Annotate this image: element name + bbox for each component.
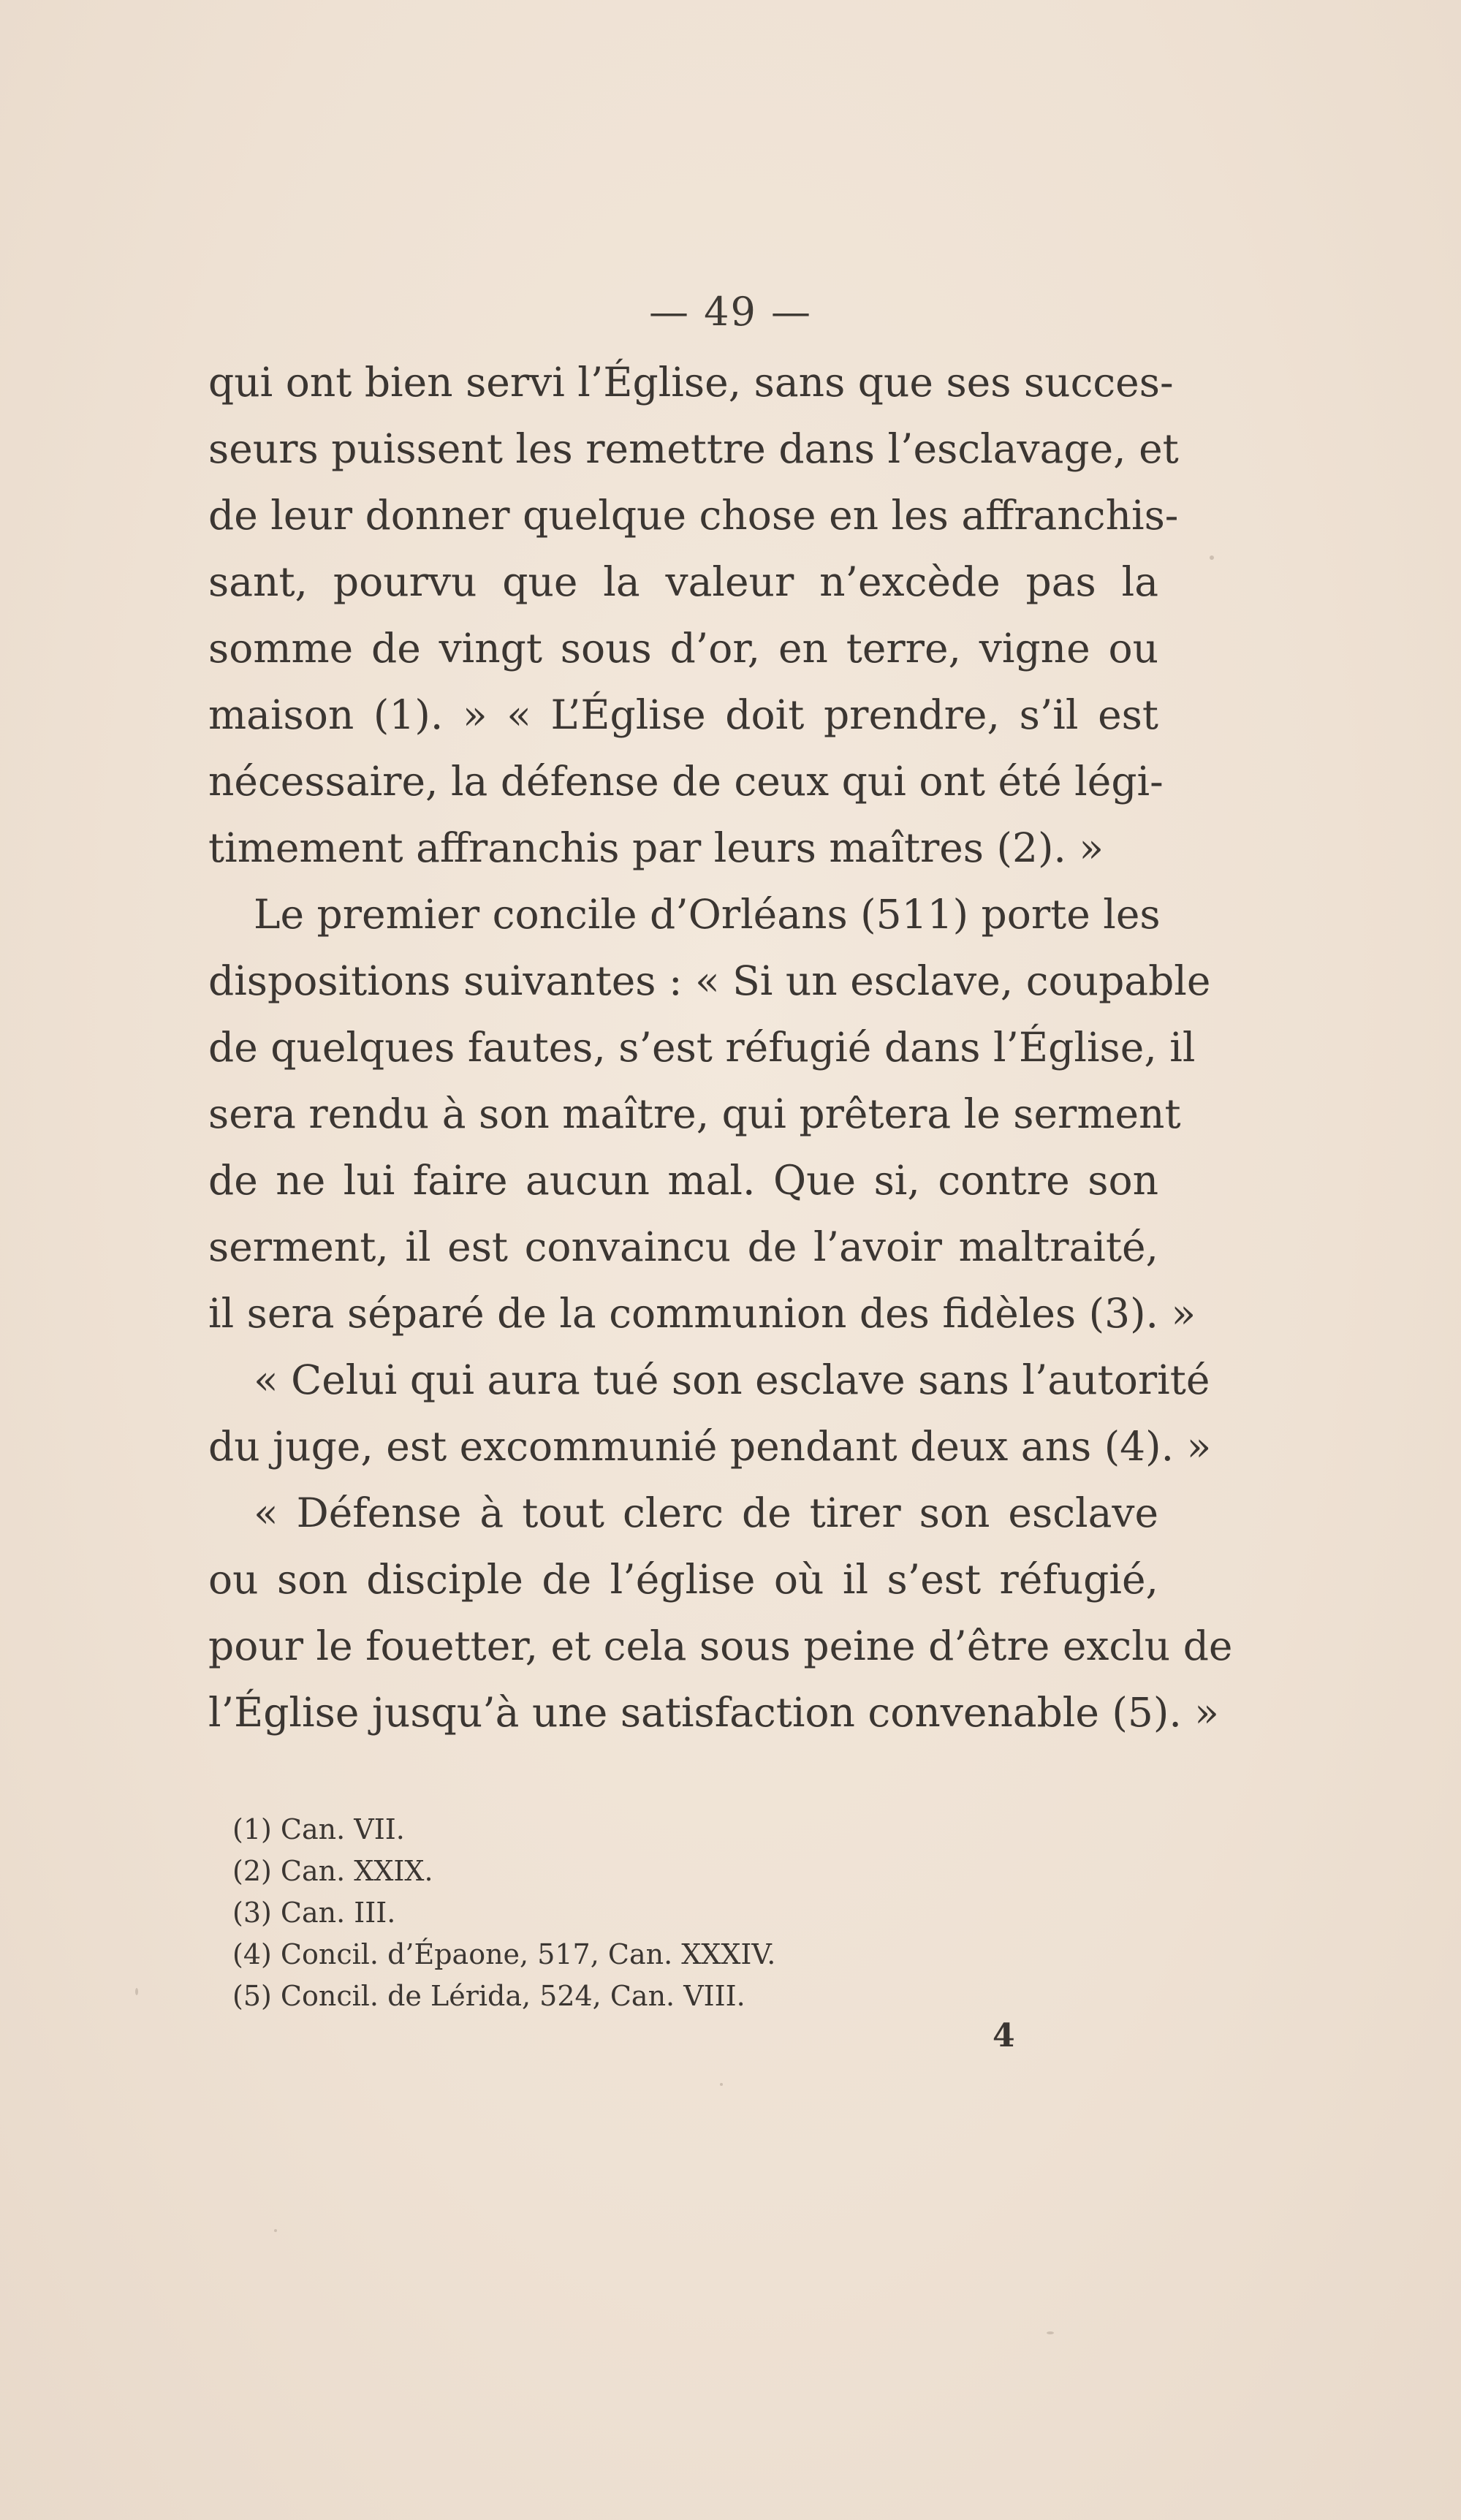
text-line: « Celui qui aura tué son esclave sans l’autorité	[254, 1356, 1210, 1403]
footnote: (2) Can. XXIX.	[232, 1855, 433, 1887]
text-line: dispositions suivantes : « Si un esclave, coupable	[208, 957, 1211, 1004]
text-line: sant, pourvu que la valeur n’excède pas la	[208, 558, 1158, 605]
paper-speck	[1047, 2331, 1054, 2334]
footnotes	[232, 1809, 775, 2017]
paper-speck	[720, 2083, 723, 2086]
footnote: (5) Concil. de Lérida, 524, Can. VIII.	[232, 1980, 745, 2012]
text-line: serment, il est convaincu de l’avoir maltraité,	[208, 1223, 1158, 1270]
text-line: du juge, est excommunié pendant deux ans (4). »	[208, 1423, 1212, 1470]
text-line: qui ont bien servi l’Église, sans que ses succes-	[208, 359, 1174, 406]
main-text	[208, 349, 1233, 1746]
text-line: somme de vingt sous d’or, en terre, vigne ou	[208, 625, 1158, 672]
text-line: maison (1). » « L’Église doit prendre, s’il est	[208, 691, 1158, 738]
text-line: timement affranchis par leurs maîtres (2). »	[208, 824, 1104, 871]
text-line: seurs puissent les remettre dans l’esclavage, et	[208, 425, 1179, 472]
footnote: (3) Can. III.	[232, 1897, 396, 1929]
text-line: l’Église jusqu’à une satisfaction convenable (5). »	[208, 1689, 1219, 1736]
paper-speck	[1210, 555, 1214, 560]
text-line: de ne lui faire aucun mal. Que si, contre son	[208, 1157, 1158, 1204]
text-line: « Défense à tout clerc de tirer son esclave	[254, 1489, 1158, 1536]
paper-speck	[135, 1988, 138, 1995]
signature-mark: 4	[993, 2017, 1015, 2054]
text-line: pour le fouetter, et cela sous peine d’être exclu de	[208, 1623, 1233, 1669]
text-line: de leur donner quelque chose en les affranchis-	[208, 492, 1179, 539]
text-line: ou son disciple de l’église où il s’est réfugié,	[208, 1556, 1158, 1603]
text-line: il sera séparé de la communion des fidèles (3). »	[208, 1290, 1196, 1337]
text-line: Le premier concile d’Orléans (511) porte les	[254, 891, 1161, 938]
page-number: — 49 —	[648, 289, 813, 335]
text-line: sera rendu à son maître, qui prêtera le serment	[208, 1090, 1181, 1137]
footnote: (4) Concil. d’Épaone, 517, Can. XXXIV.	[232, 1938, 776, 1970]
paper-speck	[274, 2229, 277, 2232]
text-line: nécessaire, la défense de ceux qui ont été légi-	[208, 758, 1164, 805]
text-line: de quelques fautes, s’est réfugié dans l’Église, il	[208, 1024, 1196, 1071]
footnote: (1) Can. VII.	[232, 1813, 405, 1845]
